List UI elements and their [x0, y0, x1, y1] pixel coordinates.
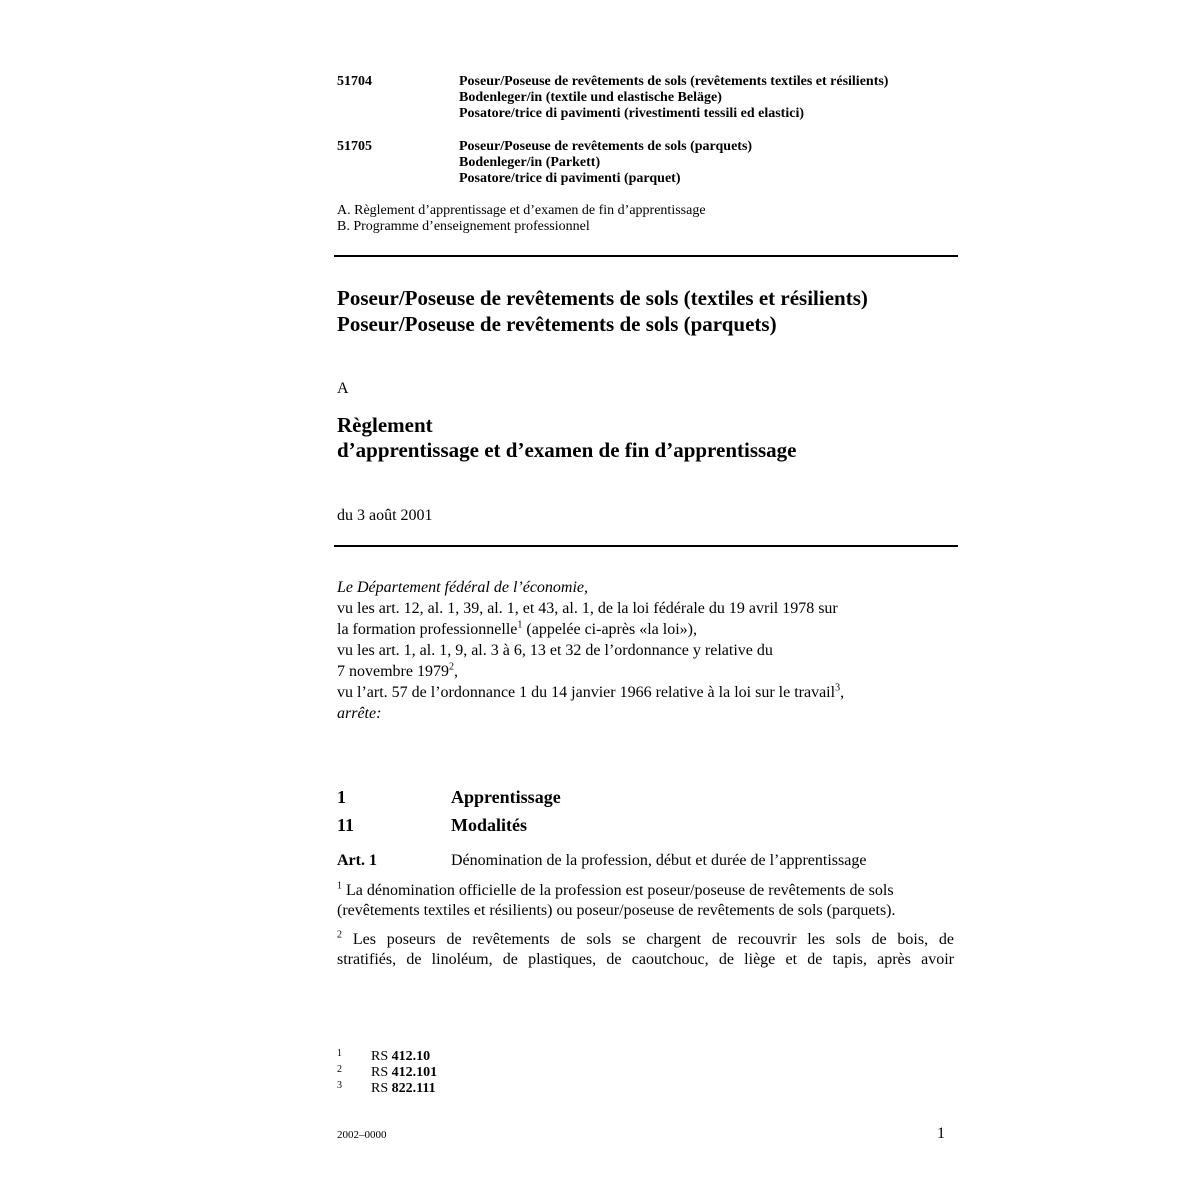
- section-title: Modalités: [451, 815, 527, 835]
- article-paragraph: [337, 930, 954, 970]
- paragraph-text: (revêtements textiles et résilients) ou poseur/poseuse de revêtements de sols (parquets).: [337, 902, 896, 919]
- page-number: 1: [937, 1125, 945, 1142]
- section-number: 1: [337, 787, 346, 807]
- footnotes: [337, 1049, 637, 1097]
- footnote: 1 RS 412.10: [337, 1048, 431, 1064]
- paragraph-number: 1: [337, 880, 342, 892]
- profession-code: 51704: [337, 74, 372, 89]
- section-heading: [337, 815, 737, 839]
- article-label: Art. 1: [337, 852, 377, 869]
- contents-item-a: A. Règlement d’apprentissage et d’examen de fin d’apprentissage: [337, 203, 706, 218]
- main-title-line: Poseur/Poseuse de revêtements de sols (textiles et résilients): [337, 286, 868, 310]
- preamble-decree: arrête:: [337, 705, 382, 722]
- profession-title-fr: Poseur/Poseuse de revêtements de sols (parquets): [459, 139, 753, 154]
- profession-title-it: Posatore/trice di pavimenti (rivestimenti tessili ed elastici): [459, 106, 804, 121]
- main-title-line: Poseur/Poseuse de revêtements de sols (parquets): [337, 312, 777, 336]
- footnote-number: 1: [337, 1048, 342, 1059]
- footnote-reference: 412.101: [391, 1065, 438, 1080]
- footnote-number: 3: [337, 1080, 342, 1091]
- divider: [334, 255, 958, 257]
- article-title: Dénomination de la profession, début et durée de l’apprentissage: [451, 852, 867, 869]
- footnote-ref[interactable]: 2: [448, 661, 454, 673]
- contents-item-b: B. Programme d’enseignement professionnel: [337, 219, 590, 234]
- regulation-title-line: d’apprentissage et d’examen de fin d’apprentissage: [337, 438, 797, 462]
- footnote: 3 RS 822.111: [337, 1080, 436, 1096]
- preamble-authority: Le Département fédéral de l’économie,: [337, 579, 589, 596]
- paragraph-text: Les poseurs de revêtements de sols se chargent de recouvrir les sols de bois, de: [352, 931, 955, 948]
- profession-title-de: Bodenleger/in (textile und elastische Beläge): [459, 90, 722, 105]
- profession-code: 51705: [337, 139, 372, 154]
- preamble-line: vu les art. 12, al. 1, 39, al. 1, et 43, al. 1, de la loi fédérale du 19 avril 1978 sur: [337, 600, 838, 617]
- footnote-reference: 412.10: [391, 1049, 431, 1064]
- section-number: 11: [337, 815, 355, 835]
- paragraph-text: stratifiés, de linoléum, de plastiques, de caoutchouc, de liège et de tapis, après avoir: [337, 951, 954, 968]
- profession-titles: [459, 74, 888, 122]
- footnote-reference: 822.111: [391, 1081, 436, 1096]
- regulation-title: [337, 413, 797, 463]
- profession-title-it: Posatore/trice di pavimenti (parquet): [459, 171, 681, 186]
- document-code: 2002–0000: [337, 1129, 387, 1141]
- part-letter: A: [337, 380, 349, 397]
- footnote: 2 RS 412.101: [337, 1064, 438, 1080]
- regulation-title-line: Règlement: [337, 413, 433, 437]
- paragraph-number: 2: [337, 929, 342, 941]
- preamble-line: vu l’art. 57 de l’ordonnance 1 du 14 janvier 1966 relative à la loi sur le travail$^3$,: [337, 682, 845, 701]
- divider: [334, 545, 958, 547]
- article-paragraph: [337, 881, 954, 921]
- profession-titles: [459, 139, 752, 187]
- preamble: [337, 577, 844, 724]
- footnote-number: 2: [337, 1064, 342, 1075]
- preamble-line: la formation professionnelle$^1$ (appelée ci-après «la loi»),: [337, 619, 697, 638]
- contents-list: [337, 203, 706, 235]
- profession-title-de: Bodenleger/in (Parkett): [459, 155, 601, 170]
- footnote-ref[interactable]: 3: [835, 682, 841, 694]
- section-heading: [337, 787, 737, 811]
- footnote-ref[interactable]: 1: [517, 619, 523, 631]
- main-title: [337, 285, 868, 337]
- preamble-line: 7 novembre 1979$^2$,: [337, 661, 458, 680]
- section-title: Apprentissage: [451, 787, 561, 807]
- profession-title-fr: Poseur/Poseuse de revêtements de sols (revêtements textiles et résilients): [459, 74, 889, 89]
- document-page: [337, 0, 959, 1200]
- paragraph-text: La dénomination officielle de la profession est poseur/poseuse de revêtements de sols: [346, 882, 894, 899]
- regulation-date: du 3 août 2001: [337, 507, 433, 524]
- article-heading: [337, 852, 959, 874]
- preamble-line: vu les art. 1, al. 1, 9, al. 3 à 6, 13 et 32 de l’ordonnance y relative du: [337, 642, 773, 659]
